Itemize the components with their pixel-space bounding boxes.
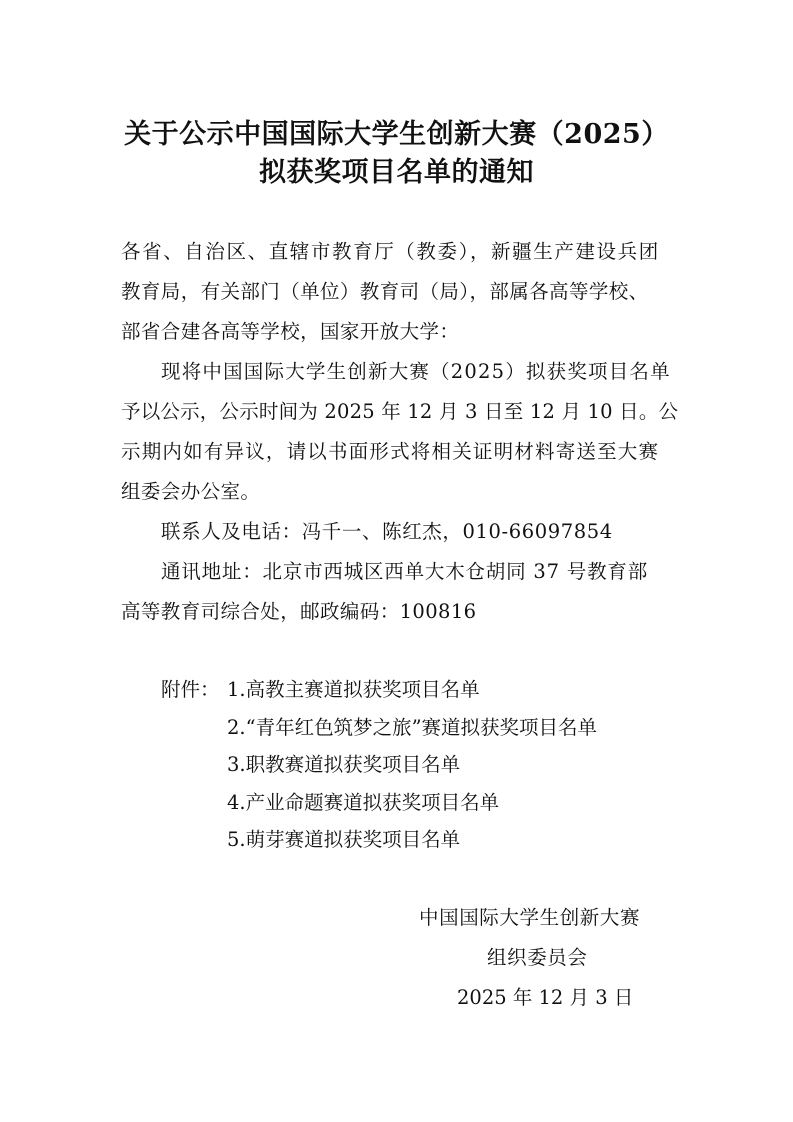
address-line-1: 通讯地址：北京市西城区西单大木仓胡同 37 号教育部 <box>161 560 649 583</box>
contact-line: 联系人及电话：冯千一、陈红杰，010-66097854 <box>161 520 613 543</box>
body-para1-line-1: 现将中国国际大学生创新大赛（2025）拟获奖项目名单 <box>161 360 671 383</box>
attachments-label: 附件： <box>161 678 220 701</box>
title-line-1: 关于公示中国国际大学生创新大赛（2025） <box>124 119 669 150</box>
addressee-line-1: 各省、自治区、直辖市教育厅（教委），新疆生产建设兵团 <box>121 240 660 263</box>
body-para1-line-3: 示期内如有异议，请以书面形式将相关证明材料寄送至大赛 <box>121 440 660 463</box>
attachment-item-1: 1.高教主赛道拟获奖项目名单 <box>227 678 480 701</box>
attachment-item-5: 5.萌芽赛道拟获奖项目名单 <box>227 828 461 851</box>
address-line-2: 高等教育司综合处，邮政编码：100816 <box>121 600 477 623</box>
signature-org: 中国国际大学生创新大赛 <box>419 906 641 929</box>
title-line-2: 拟获奖项目名单的通知 <box>259 157 534 188</box>
signature-committee: 组织委员会 <box>487 946 588 969</box>
attachment-item-2: 2.“青年红色筑梦之旅”赛道拟获奖项目名单 <box>227 716 598 739</box>
body-para1-line-2: 予以公示，公示时间为 2025 年 12 月 3 日至 12 月 10 日。公 <box>121 400 679 423</box>
addressee-line-2: 教育局，有关部门（单位）教育司（局），部属各高等学校、 <box>121 280 649 303</box>
addressee-line-3: 部省合建各高等学校，国家开放大学： <box>121 320 460 343</box>
attachment-item-4: 4.产业命题赛道拟获奖项目名单 <box>227 791 500 814</box>
attachment-item-3: 3.职教赛道拟获奖项目名单 <box>227 753 461 776</box>
signature-date: 2025 年 12 月 3 日 <box>457 986 634 1009</box>
body-para1-line-4: 组委会办公室。 <box>121 480 261 503</box>
